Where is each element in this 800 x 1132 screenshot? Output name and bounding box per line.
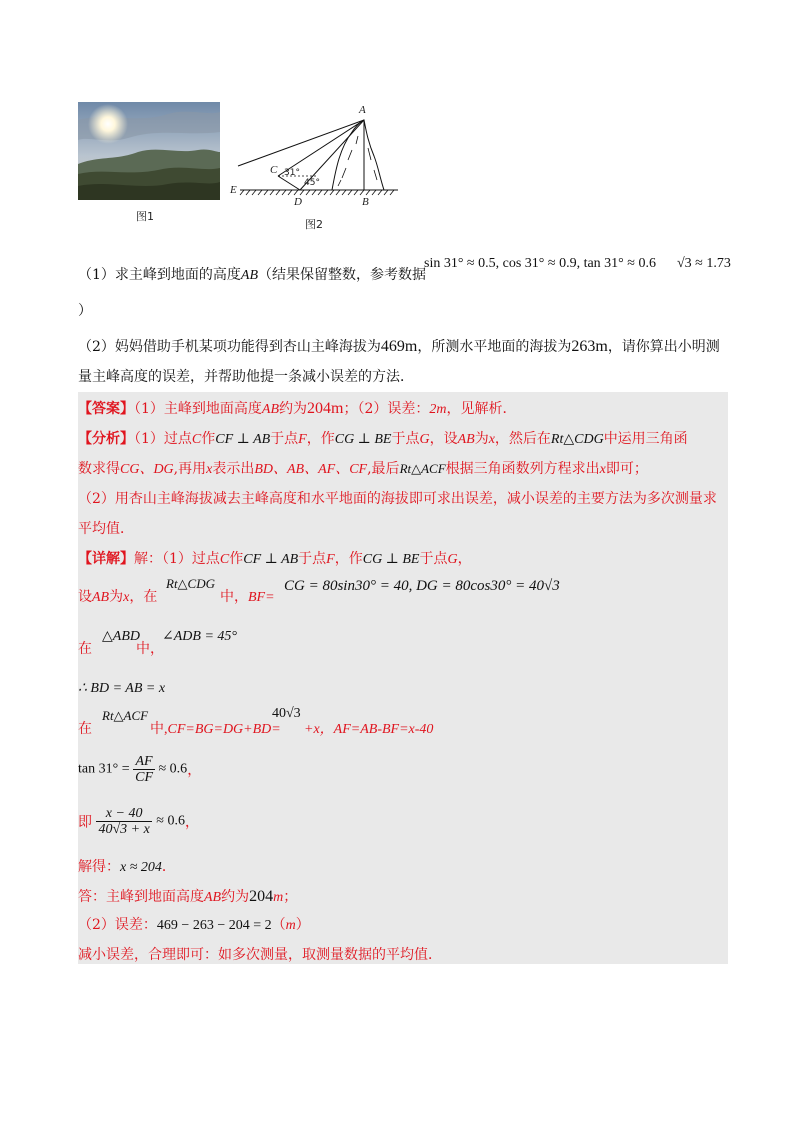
- analysis-line4: 平均值．: [78, 521, 134, 537]
- detail-solve: 解得：x ≈ 204．: [78, 859, 176, 875]
- detail-cg-dg-eq: CG = 80sin30° = 40, DG = 80cos30° = 40√3: [284, 578, 560, 594]
- tan-fraction: $\frac{AF}{CF}$: [135, 754, 153, 785]
- main-fraction: $\frac{x - 40}{40√3 + x}$: [98, 806, 150, 837]
- detail-line4: ∴ BD = AB = x: [78, 681, 166, 696]
- label-a: A: [359, 104, 366, 116]
- analysis-tag: 【分析】: [78, 431, 134, 447]
- question-2-line2: 量主峰高度的误差，并帮助他提一条减小误差的方法．: [78, 369, 414, 385]
- analysis-line3: （2）用杏山主峰海拔减去主峰高度和水平地面的海拔即可求出误差，减小误差的主要方法为多次测量求: [78, 491, 717, 507]
- detail-line3: 在: [78, 641, 92, 657]
- detail-zhong: 中，BF=: [220, 589, 275, 605]
- detail-conclusion: 答：主峰到地面高度AB约为204m；: [78, 888, 298, 905]
- figures-area: [78, 100, 408, 230]
- detail-reduce-error: 减小误差，合理即可：如多次测量，取测量数据的平均值．: [78, 947, 442, 963]
- label-angle45: 45°: [304, 178, 320, 188]
- figure2-caption: 图2: [305, 218, 323, 231]
- mountain-photo: [78, 102, 220, 200]
- analysis-line2: 数求得CG、DG,再用x表示出BD、AB、AF、CF,最后Rt△ACF根据三角函数列方程求出x即可；: [78, 461, 648, 477]
- mountain-diagram: [228, 104, 400, 216]
- label-d: D: [294, 196, 302, 208]
- detail-triangle-abd: △ABD: [102, 629, 140, 644]
- detail-rt-cdg: Rt△CDG: [166, 576, 215, 591]
- detail-zhong2: 中，: [136, 641, 164, 657]
- detail-line1: 【详解】解：（1）过点C作CF ⊥ AB于点F，作CG ⊥ BE于点G，: [78, 551, 472, 567]
- detail-line2: 设AB为x，在: [78, 589, 158, 605]
- detail-tan-equation: tan 31° = $\frac{AF}{CF}$ ≈ 0.6，: [78, 754, 202, 785]
- label-angle31: 31°: [284, 168, 300, 178]
- question-1: （1）求主峰到地面的高度AB（结果保留整数，参考数据: [78, 267, 427, 283]
- detail-tag: 【详解】: [78, 551, 134, 567]
- label-c: C: [270, 164, 278, 176]
- detail-rt-acf: Rt△ACF: [102, 708, 149, 723]
- detail-line5a: 在: [78, 721, 92, 737]
- detail-40sqrt3: 40√3: [272, 706, 301, 721]
- analysis-line1: 【分析】（1）过点C作CF ⊥ AB于点F，作CG ⊥ BE于点G，设AB为x，然后在Rt△CDG中运用三角函: [78, 431, 688, 447]
- answer-line: 【答案】（1）主峰到地面高度AB约为204m；（2）误差：2m，见解析．: [78, 400, 517, 417]
- answer-tag: 【答案】: [78, 401, 134, 417]
- detail-line5b: 中,CF=BG=DG+BD=: [150, 722, 281, 737]
- detail-error: （2）误差：469 − 263 − 204 = 2（m）: [78, 917, 310, 933]
- q1-ab: AB: [240, 268, 259, 283]
- detail-fraction-equation: 即 $\frac{x - 40}{40√3 + x}$ ≈ 0.6，: [78, 806, 199, 837]
- label-b: B: [362, 196, 369, 208]
- q1-close: ）: [78, 303, 92, 319]
- detail-line5c: +x，AF=AB-BF=x-40: [304, 722, 434, 737]
- question-2-line1: （2）妈妈借助手机某项功能得到杏山主峰海拔为469m，所测水平地面的海拔为263m，请你算出小明测: [78, 338, 720, 355]
- q1-reference-data: sin 31° ≈ 0.5, cos 31° ≈ 0.9, tan 31° ≈ 0.6 √3 ≈ 1.73: [424, 256, 731, 271]
- figure1-caption: 图1: [136, 210, 154, 223]
- detail-angle-adb: ∠ADB = 45°: [162, 629, 237, 644]
- label-e: E: [230, 184, 237, 196]
